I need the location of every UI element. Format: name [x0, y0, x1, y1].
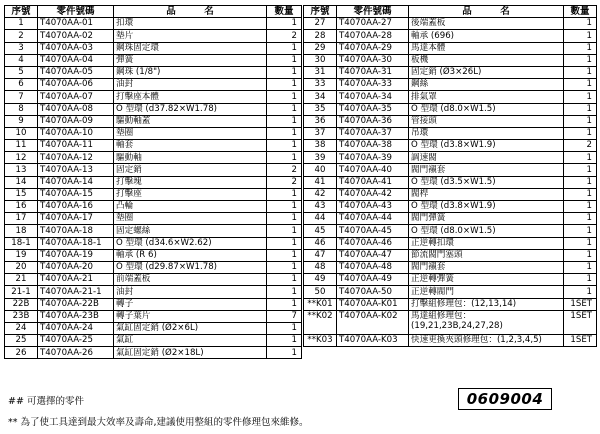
part-name-cell: 節流閥門塞頭: [409, 249, 564, 261]
seq-cell: 23B: [5, 310, 38, 322]
quantity-cell: 1: [267, 54, 302, 66]
table-row: [304, 237, 597, 249]
seq-cell: 47: [304, 249, 337, 261]
part-number-cell: T4070AA-39: [337, 152, 409, 164]
table-row: [5, 335, 302, 347]
table-header-row: [5, 6, 302, 18]
seq-cell: 29: [304, 42, 337, 54]
part-name-cell: 閥門彈簧: [409, 213, 564, 225]
part-number-cell: T4070AA-17: [38, 213, 114, 225]
part-name-cell: 正逆轉彈簧: [409, 274, 564, 286]
part-number-cell: T4070AA-50: [337, 286, 409, 298]
quantity-cell: 1: [564, 201, 597, 213]
seq-cell: **K02: [304, 310, 337, 334]
quantity-cell: 1: [267, 322, 302, 334]
table-row: [5, 42, 302, 54]
part-name-cell: 氣缸固定銷 (Ø2×18L): [114, 347, 267, 359]
seq-cell: 14: [5, 176, 38, 188]
part-name-cell: 快速更換夾頭修理包：(1,2,3,4,5): [409, 335, 564, 347]
seq-cell: 5: [5, 66, 38, 78]
quantity-cell: 1: [564, 237, 597, 249]
part-number-cell: T4070AA-44: [337, 213, 409, 225]
table-row: [5, 91, 302, 103]
part-name-cell: 正逆轉閥門: [409, 286, 564, 298]
quantity-cell: 1: [267, 261, 302, 273]
part-number-cell: T4070AA-28: [337, 30, 409, 42]
quantity-cell: 1: [267, 213, 302, 225]
part-name-cell: 管接頭: [409, 115, 564, 127]
part-number-cell: T4070AA-01: [38, 18, 114, 30]
quantity-cell: 1: [267, 201, 302, 213]
part-number-cell: T4070AA-41: [337, 176, 409, 188]
table-row: [304, 188, 597, 200]
part-name-cell: 後端蓋板: [409, 18, 564, 30]
seq-cell: 26: [5, 347, 38, 359]
quantity-cell: 1: [267, 249, 302, 261]
table-row: [304, 176, 597, 188]
quantity-cell: 1: [564, 286, 597, 298]
part-number-cell: T4070AA-20: [38, 261, 114, 273]
table-row: [5, 237, 302, 249]
header-seq: 序號: [5, 6, 38, 18]
part-number-cell: T4070AA-25: [38, 335, 114, 347]
seq-cell: 21-1: [5, 286, 38, 298]
part-number-cell: T4070AA-09: [38, 115, 114, 127]
quantity-cell: 1: [564, 103, 597, 115]
quantity-cell: 1: [267, 103, 302, 115]
table-row: [5, 347, 302, 359]
part-number-cell: T4070AA-34: [337, 91, 409, 103]
header-part-name: 品 名: [409, 6, 564, 18]
quantity-cell: 1: [267, 91, 302, 103]
table-row: [5, 310, 302, 322]
part-name-cell: 墊圈: [114, 213, 267, 225]
quantity-cell: 1: [267, 225, 302, 237]
part-number-cell: T4070AA-45: [337, 225, 409, 237]
part-number-cell: T4070AA-27: [337, 18, 409, 30]
seq-cell: 12: [5, 152, 38, 164]
part-number-cell: T4070AA-38: [337, 140, 409, 152]
quantity-cell: 1: [564, 18, 597, 30]
part-name-cell: 軸套: [114, 140, 267, 152]
part-name-cell: 固定銷 (Ø3×26L): [409, 66, 564, 78]
seq-cell: 31: [304, 66, 337, 78]
table-row: [5, 225, 302, 237]
quantity-cell: 1: [564, 274, 597, 286]
part-name-cell: 凸輪: [114, 201, 267, 213]
optional-parts-note: ## 可選擇的零件: [8, 396, 84, 407]
part-number-cell: T4070AA-02: [38, 30, 114, 42]
header-seq: 序號: [304, 6, 337, 18]
seq-cell: 3: [5, 42, 38, 54]
seq-cell: 10: [5, 127, 38, 139]
quantity-cell: 1: [564, 188, 597, 200]
quantity-cell: 2: [267, 176, 302, 188]
seq-cell: 4: [5, 54, 38, 66]
part-name-cell: 驅動軸蓋: [114, 115, 267, 127]
quantity-cell: 1: [564, 225, 597, 237]
table-row: [304, 115, 597, 127]
table-row: [304, 91, 597, 103]
quantity-cell: 1: [564, 261, 597, 273]
quantity-cell: 1: [564, 249, 597, 261]
part-number-cell: T4070AA-18: [38, 225, 114, 237]
part-name-cell: O 型環 (d37.82×W1.78): [114, 103, 267, 115]
table-row: [5, 66, 302, 78]
table-row: [5, 30, 302, 42]
seq-cell: 27: [304, 18, 337, 30]
part-number-cell: T4070AA-22B: [38, 298, 114, 310]
seq-cell: 15: [5, 188, 38, 200]
part-name-cell: 驅動軸: [114, 152, 267, 164]
table-row: [5, 286, 302, 298]
table-row: [5, 103, 302, 115]
part-number-cell: T4070AA-04: [38, 54, 114, 66]
quantity-cell: 1: [564, 164, 597, 176]
quantity-cell: 1: [267, 79, 302, 91]
seq-cell: 9: [5, 115, 38, 127]
part-number-cell: T4070AA-35: [337, 103, 409, 115]
part-name-cell: 閥門襯套: [409, 164, 564, 176]
part-number-cell: T4070AA-23B: [38, 310, 114, 322]
table-row: [304, 152, 597, 164]
part-name-cell: 軸承 (R 6): [114, 249, 267, 261]
part-number-cell: T4070AA-21: [38, 274, 114, 286]
part-number-cell: T4070AA-24: [38, 322, 114, 334]
part-name-cell: 打擊塊: [114, 176, 267, 188]
table-row: [304, 249, 597, 261]
table-row: [304, 261, 597, 273]
quantity-cell: 1: [267, 18, 302, 30]
part-number-cell: T4070AA-26: [38, 347, 114, 359]
quantity-cell: 1: [564, 91, 597, 103]
table-header-row: [304, 6, 597, 18]
quantity-cell: 1: [267, 127, 302, 139]
table-row: [304, 335, 597, 347]
part-name-cell: 油封: [114, 286, 267, 298]
seq-cell: 13: [5, 164, 38, 176]
seq-cell: 21: [5, 274, 38, 286]
seq-cell: 40: [304, 164, 337, 176]
quantity-cell: 1: [267, 188, 302, 200]
seq-cell: **K03: [304, 335, 337, 347]
seq-cell: 28: [304, 30, 337, 42]
seq-cell: 34: [304, 91, 337, 103]
table-row: [5, 152, 302, 164]
seq-cell: 19: [5, 249, 38, 261]
seq-cell: 42: [304, 188, 337, 200]
seq-cell: 36: [304, 115, 337, 127]
seq-cell: 18-1: [5, 237, 38, 249]
seq-cell: 24: [5, 322, 38, 334]
seq-cell: 38: [304, 140, 337, 152]
part-name-cell: 板機: [409, 54, 564, 66]
part-name-cell: 打擊組修理包：(12,13,14): [409, 298, 564, 310]
part-number-cell: T4070AA-33: [337, 79, 409, 91]
table-row: [304, 140, 597, 152]
parts-table-left: [4, 5, 302, 359]
part-number-cell: T4070AA-42: [337, 188, 409, 200]
part-name-cell: O 型環 (d3.5×W1.5): [409, 176, 564, 188]
part-number-cell: T4070AA-37: [337, 127, 409, 139]
quantity-cell: 1: [564, 66, 597, 78]
quantity-cell: 1: [564, 79, 597, 91]
part-number-cell: T4070AA-10: [38, 127, 114, 139]
part-number-cell: T4070AA-K02: [337, 310, 409, 334]
document-number-box: 0609004: [458, 388, 552, 410]
seq-cell: 35: [304, 103, 337, 115]
seq-cell: 30: [304, 54, 337, 66]
table-row: [304, 298, 597, 310]
table-row: [304, 164, 597, 176]
table-row: [304, 213, 597, 225]
parts-table-right: [303, 5, 597, 347]
table-row: [5, 115, 302, 127]
quantity-cell: 1: [267, 274, 302, 286]
part-name-cell: 調速閥: [409, 152, 564, 164]
header-part-name: 品 名: [114, 6, 267, 18]
seq-cell: 16: [5, 201, 38, 213]
table-row: [5, 261, 302, 273]
quantity-cell: 1: [267, 115, 302, 127]
part-name-cell: 排氣罩: [409, 91, 564, 103]
part-name-cell: 墊片: [114, 30, 267, 42]
quantity-cell: 1SET: [564, 298, 597, 310]
part-name-cell: 固定銷: [114, 164, 267, 176]
part-number-cell: T4070AA-11: [38, 140, 114, 152]
part-name-cell: 鋼珠固定環: [114, 42, 267, 54]
part-name-cell: 鋼絲: [409, 79, 564, 91]
table-row: [304, 274, 597, 286]
quantity-cell: 1: [267, 298, 302, 310]
table-row: [5, 127, 302, 139]
table-row: [5, 188, 302, 200]
seq-cell: 18: [5, 225, 38, 237]
part-number-cell: T4070AA-29: [337, 42, 409, 54]
part-number-cell: T4070AA-19: [38, 249, 114, 261]
seq-cell: 7: [5, 91, 38, 103]
part-number-cell: T4070AA-12: [38, 152, 114, 164]
part-name-cell: 閥門襯套: [409, 261, 564, 273]
table-row: [5, 79, 302, 91]
part-number-cell: T4070AA-49: [337, 274, 409, 286]
repair-kit-advice-note: ** 為了使工具達到最大效率及壽命,建議使用整組的零件修理包來維修。: [8, 417, 309, 428]
seq-cell: 44: [304, 213, 337, 225]
quantity-cell: 1: [564, 176, 597, 188]
part-name-cell: 打擊座本體: [114, 91, 267, 103]
part-number-cell: T4070AA-18-1: [38, 237, 114, 249]
part-name-cell: 氣缸固定銷 (Ø2×6L): [114, 322, 267, 334]
quantity-cell: 1SET: [564, 335, 597, 347]
seq-cell: 20: [5, 261, 38, 273]
quantity-cell: 2: [267, 164, 302, 176]
seq-cell: 39: [304, 152, 337, 164]
part-name-cell: 打擊座: [114, 188, 267, 200]
part-number-cell: T4070AA-07: [38, 91, 114, 103]
part-number-cell: T4070AA-36: [337, 115, 409, 127]
seq-cell: 46: [304, 237, 337, 249]
part-number-cell: T4070AA-31: [337, 66, 409, 78]
table-row: [5, 18, 302, 30]
table-row: [5, 249, 302, 261]
seq-cell: 8: [5, 103, 38, 115]
seq-cell: 11: [5, 140, 38, 152]
table-row: [304, 66, 597, 78]
seq-cell: 48: [304, 261, 337, 273]
part-name-cell: 馬達組修理包：(19,21,23B,24,27,28): [409, 310, 564, 334]
part-name-cell: O 型環 (d29.87×W1.78): [114, 261, 267, 273]
part-name-cell: 扣環: [114, 18, 267, 30]
part-name-cell: 馬達本體: [409, 42, 564, 54]
part-name-cell: O 型環 (d3.8×W1.9): [409, 201, 564, 213]
header-part-number: 零件號碼: [38, 6, 114, 18]
part-number-cell: T4070AA-03: [38, 42, 114, 54]
part-name-cell: 吊環: [409, 127, 564, 139]
quantity-cell: 1: [267, 286, 302, 298]
table-row: [5, 298, 302, 310]
table-row: [5, 213, 302, 225]
part-number-cell: T4070AA-47: [337, 249, 409, 261]
seq-cell: 45: [304, 225, 337, 237]
seq-cell: 43: [304, 201, 337, 213]
part-name-cell: 油封: [114, 79, 267, 91]
seq-cell: 22B: [5, 298, 38, 310]
part-name-cell: O 型環 (d3.8×W1.9): [409, 140, 564, 152]
quantity-cell: 1: [564, 42, 597, 54]
table-row: [5, 201, 302, 213]
table-row: [5, 164, 302, 176]
part-number-cell: T4070AA-06: [38, 79, 114, 91]
quantity-cell: 1: [267, 42, 302, 54]
seq-cell: 17: [5, 213, 38, 225]
header-quantity: 數量: [267, 6, 302, 18]
part-number-cell: T4070AA-16: [38, 201, 114, 213]
table-row: [5, 322, 302, 334]
quantity-cell: 1: [564, 152, 597, 164]
part-name-cell: 前端蓋板: [114, 274, 267, 286]
quantity-cell: 1: [267, 66, 302, 78]
part-name-cell: 彈簧: [114, 54, 267, 66]
part-name-cell: 墊圈: [114, 127, 267, 139]
quantity-cell: 1SET: [564, 310, 597, 334]
quantity-cell: 1: [267, 335, 302, 347]
quantity-cell: 1: [564, 54, 597, 66]
table-row: [304, 30, 597, 42]
seq-cell: 50: [304, 286, 337, 298]
table-row: [304, 225, 597, 237]
table-row: [5, 54, 302, 66]
table-row: [304, 127, 597, 139]
table-row: [304, 42, 597, 54]
header-part-number: 零件號碼: [337, 6, 409, 18]
quantity-cell: 1: [267, 152, 302, 164]
part-name-cell: O 型環 (d8.0×W1.5): [409, 225, 564, 237]
part-name-cell: 氣缸: [114, 335, 267, 347]
table-row: [304, 18, 597, 30]
quantity-cell: 1: [564, 30, 597, 42]
quantity-cell: 2: [564, 140, 597, 152]
quantity-cell: 1: [564, 213, 597, 225]
table-row: [304, 310, 597, 334]
part-number-cell: T4070AA-15: [38, 188, 114, 200]
part-number-cell: T4070AA-05: [38, 66, 114, 78]
table-row: [304, 201, 597, 213]
part-number-cell: T4070AA-46: [337, 237, 409, 249]
seq-cell: 6: [5, 79, 38, 91]
quantity-cell: 1: [564, 115, 597, 127]
seq-cell: **K01: [304, 298, 337, 310]
part-name-cell: 固定螺絲: [114, 225, 267, 237]
part-name-cell: O 型環 (d8.0×W1.5): [409, 103, 564, 115]
table-row: [304, 79, 597, 91]
seq-cell: 2: [5, 30, 38, 42]
part-number-cell: T4070AA-48: [337, 261, 409, 273]
quantity-cell: 7: [267, 310, 302, 322]
table-row: [304, 103, 597, 115]
seq-cell: 25: [5, 335, 38, 347]
part-number-cell: T4070AA-K03: [337, 335, 409, 347]
part-number-cell: T4070AA-14: [38, 176, 114, 188]
part-number-cell: T4070AA-40: [337, 164, 409, 176]
part-name-cell: 轉子: [114, 298, 267, 310]
part-name-cell: 鋼珠 (1/8"): [114, 66, 267, 78]
part-number-cell: T4070AA-08: [38, 103, 114, 115]
part-name-cell: 軸承 (696): [409, 30, 564, 42]
quantity-cell: 1: [564, 127, 597, 139]
part-number-cell: T4070AA-21-1: [38, 286, 114, 298]
part-number-cell: T4070AA-K01: [337, 298, 409, 310]
table-row: [5, 274, 302, 286]
part-name-cell: 轉子葉片: [114, 310, 267, 322]
part-name-cell: 閥桿: [409, 188, 564, 200]
header-quantity: 數量: [564, 6, 597, 18]
seq-cell: 49: [304, 274, 337, 286]
table-row: [5, 176, 302, 188]
part-number-cell: T4070AA-30: [337, 54, 409, 66]
quantity-cell: 1: [267, 237, 302, 249]
part-number-cell: T4070AA-13: [38, 164, 114, 176]
part-name-cell: O 型環 (d34.6×W2.62): [114, 237, 267, 249]
seq-cell: 1: [5, 18, 38, 30]
table-row: [304, 54, 597, 66]
part-name-cell: 正逆轉扣環: [409, 237, 564, 249]
part-number-cell: T4070AA-43: [337, 201, 409, 213]
table-row: [304, 286, 597, 298]
table-row: [5, 140, 302, 152]
seq-cell: 33: [304, 79, 337, 91]
quantity-cell: 1: [267, 140, 302, 152]
seq-cell: 37: [304, 127, 337, 139]
seq-cell: 41: [304, 176, 337, 188]
quantity-cell: 2: [267, 30, 302, 42]
quantity-cell: 1: [267, 347, 302, 359]
